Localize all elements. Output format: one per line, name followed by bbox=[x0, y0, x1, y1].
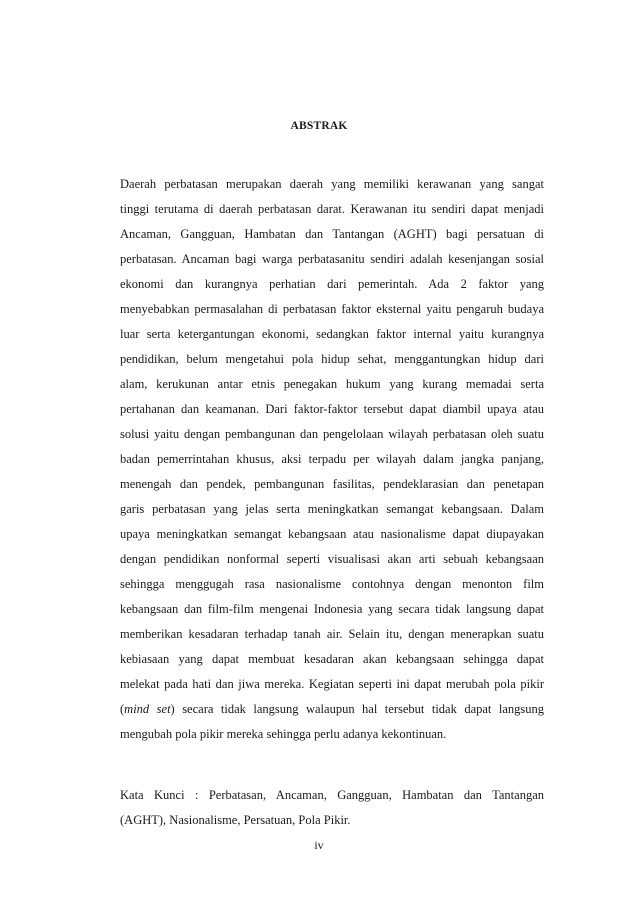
abstract-line: menengah dan pendek, pembangunan fasilitas, pendeklarasian dan penetapan bbox=[120, 477, 544, 491]
abstract-line: pendidikan, belum mengetahui pola hidup sehat, menggantungkan hidup dari bbox=[120, 352, 544, 366]
abstract-line: Ancaman, Gangguan, Hambatan dan Tantangan (AGHT) bagi persatuan di bbox=[120, 227, 544, 241]
abstract-line: tinggi terutama di daerah perbatasan darat. Kerawanan itu sendiri dapat menjadi bbox=[120, 202, 544, 216]
abstract-line: pertahanan dan keamanan. Dari faktor-faktor tersebut dapat diambil upaya atau bbox=[120, 402, 544, 416]
abstract-line: ekonomi dan kurangnya perhatian dari pemerintah. Ada 2 faktor yang bbox=[120, 277, 544, 291]
page-number: iv bbox=[314, 838, 324, 852]
abstract-line: luar serta ketergantungan ekonomi, sedangkan faktor internal yaitu kurangnya bbox=[120, 327, 544, 341]
keywords-line-continued: (AGHT), Nasionalisme, Persatuan, Pola Pikir. bbox=[120, 813, 351, 827]
abstract-line: Daerah perbatasan merupakan daerah yang memiliki kerawanan yang sangat bbox=[120, 177, 544, 191]
abstract-title: ABSTRAK bbox=[290, 120, 348, 132]
abstract-line: badan pemerrintahan khusus, aksi terpadu per wilayah dalam jangka panjang, bbox=[120, 452, 544, 466]
abstract-line: menyebabkan permasalahan di perbatasan faktor eksternal yaitu pengaruh budaya bbox=[120, 302, 544, 316]
mindset-term: mind set bbox=[124, 702, 171, 716]
abstract-line: memberikan kesadaran terhadap tanah air. Selain itu, dengan menerapkan suatu bbox=[120, 627, 544, 641]
abstract-line: dengan pendidikan nonformal seperti visualisasi akan arti sebuah kebangsaan bbox=[120, 552, 544, 566]
abstract-line: melekat pada hati dan jiwa mereka. Kegiatan seperti ini dapat merubah pola pikir bbox=[120, 677, 544, 691]
abstract-line-mindset bbox=[120, 701, 544, 717]
abstract-line: sehingga menggugah rasa nasionalisme contohnya dengan menonton film bbox=[120, 577, 544, 591]
abstract-last-line: mengubah pola pikir mereka sehingga perlu adanya kekontinuan. bbox=[120, 727, 447, 741]
abstract-line: alam, kerukunan antar etnis penegakan hukum yang kurang memadai serta bbox=[120, 377, 544, 391]
mindset-rest: ) secara tidak langsung walaupun hal tersebut tidak dapat langsung bbox=[170, 702, 544, 716]
open-paren: ( bbox=[120, 702, 125, 716]
abstract-line: garis perbatasan yang jelas serta meningkatkan semangat kebangsaan. Dalam bbox=[120, 502, 544, 516]
keywords-line: Kata Kunci : Perbatasan, Ancaman, Gangguan, Hambatan dan Tantangan bbox=[120, 788, 544, 802]
abstract-line: perbatasan. Ancaman bagi warga perbatasanitu sendiri adalah kesenjangan sosial bbox=[120, 252, 544, 266]
abstract-line: upaya meningkatkan semangat kebangsaan atau nasionalisme dapat diupayakan bbox=[120, 527, 544, 541]
abstract-line: kebangsaan dan film-film mengenai Indonesia yang secara tidak langsung dapat bbox=[120, 602, 544, 616]
abstract-line: kebiasaan yang dapat membuat kesadaran akan kebangsaan sehingga dapat bbox=[120, 652, 544, 666]
abstract-line: solusi yaitu dengan pembangunan dan pengelolaan wilayah perbatasan oleh suatu bbox=[120, 427, 544, 441]
